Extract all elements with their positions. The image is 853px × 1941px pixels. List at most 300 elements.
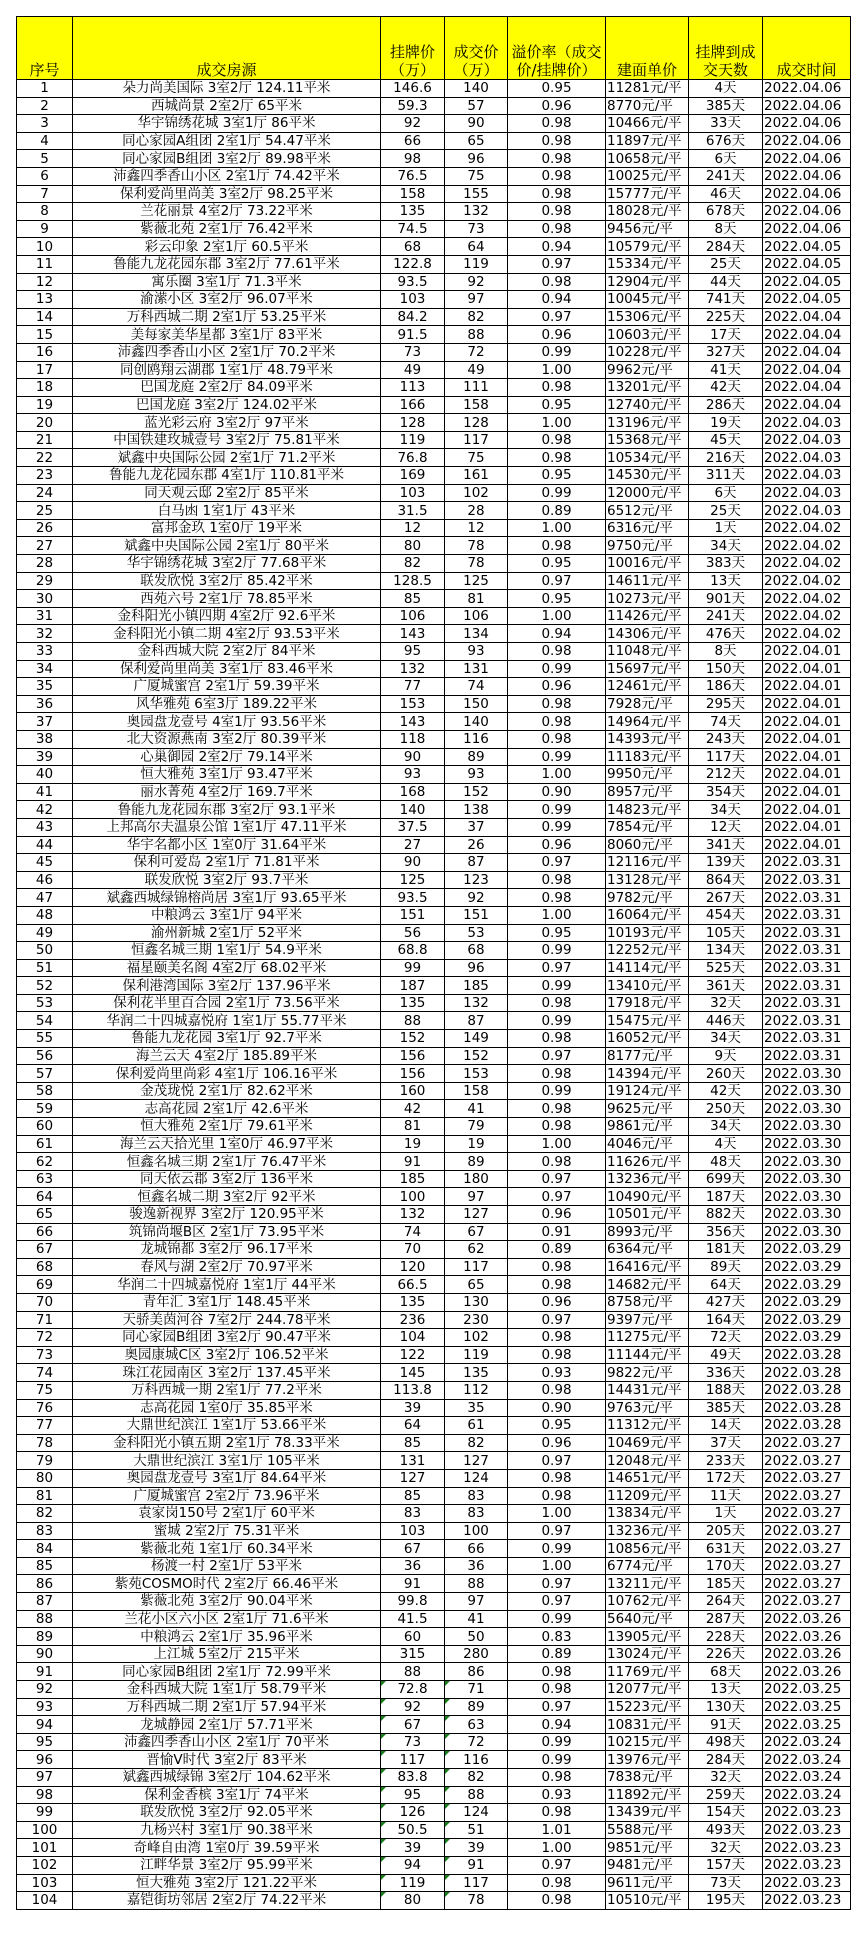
cell-list-price[interactable]: 88 xyxy=(381,1663,445,1681)
cell-unit-price[interactable]: 7838元/平 xyxy=(606,1769,689,1787)
cell-property[interactable]: 兰花丽景 4室2厅 73.22平米 xyxy=(73,203,381,221)
cell-days[interactable]: 37天 xyxy=(689,1434,763,1452)
cell-deal-price[interactable]: 90 xyxy=(445,115,508,133)
cell-list-price[interactable]: 187 xyxy=(381,977,445,995)
cell-list-price[interactable]: 185 xyxy=(381,1170,445,1188)
cell-unit-price[interactable]: 14393元/平 xyxy=(606,730,689,748)
cell-date[interactable]: 2022.04.02 xyxy=(763,572,851,590)
cell-premium-rate[interactable]: 0.94 xyxy=(508,625,606,643)
cell-days[interactable]: 356天 xyxy=(689,1223,763,1241)
cell-date[interactable]: 2022.04.04 xyxy=(763,343,851,361)
cell-days[interactable]: 181天 xyxy=(689,1241,763,1259)
cell-property[interactable]: 保利花半里百合园 2室1厅 73.56平米 xyxy=(73,994,381,1012)
cell-deal-price[interactable]: 62 xyxy=(445,1241,508,1259)
cell-list-price[interactable]: 42 xyxy=(381,1100,445,1118)
cell-days[interactable]: 41天 xyxy=(689,361,763,379)
cell-date[interactable]: 2022.04.01 xyxy=(763,766,851,784)
cell-list-price[interactable]: 126 xyxy=(381,1804,445,1822)
cell-index[interactable]: 84 xyxy=(17,1540,73,1558)
cell-days[interactable]: 170天 xyxy=(689,1557,763,1575)
cell-index[interactable]: 74 xyxy=(17,1364,73,1382)
cell-deal-price[interactable]: 78 xyxy=(445,1892,508,1910)
cell-days[interactable]: 864天 xyxy=(689,871,763,889)
cell-date[interactable]: 2022.04.06 xyxy=(763,132,851,150)
cell-days[interactable]: 6天 xyxy=(689,150,763,168)
cell-unit-price[interactable]: 11048元/平 xyxy=(606,643,689,661)
cell-premium-rate[interactable]: 0.95 xyxy=(508,555,606,573)
cell-property[interactable]: 中粮鸿云 3室1厅 94平米 xyxy=(73,906,381,924)
cell-list-price[interactable]: 74.5 xyxy=(381,220,445,238)
cell-deal-price[interactable]: 65 xyxy=(445,1276,508,1294)
cell-deal-price[interactable]: 280 xyxy=(445,1645,508,1663)
cell-list-price[interactable]: 39 xyxy=(381,1839,445,1857)
cell-property[interactable]: 华宇锦绣花城 3室1厅 86平米 xyxy=(73,115,381,133)
cell-date[interactable]: 2022.03.30 xyxy=(763,1223,851,1241)
cell-premium-rate[interactable]: 0.98 xyxy=(508,1804,606,1822)
cell-deal-price[interactable]: 125 xyxy=(445,572,508,590)
cell-date[interactable]: 2022.04.01 xyxy=(763,748,851,766)
cell-days[interactable]: 172天 xyxy=(689,1469,763,1487)
cell-list-price[interactable]: 135 xyxy=(381,994,445,1012)
cell-index[interactable]: 7 xyxy=(17,185,73,203)
cell-date[interactable]: 2022.03.23 xyxy=(763,1821,851,1839)
cell-deal-price[interactable]: 106 xyxy=(445,607,508,625)
cell-property[interactable]: 志高花园 2室1厅 42.6平米 xyxy=(73,1100,381,1118)
cell-date[interactable]: 2022.04.02 xyxy=(763,607,851,625)
cell-unit-price[interactable]: 12252元/平 xyxy=(606,942,689,960)
cell-premium-rate[interactable]: 0.95 xyxy=(508,467,606,485)
cell-premium-rate[interactable]: 0.97 xyxy=(508,1170,606,1188)
cell-unit-price[interactable]: 5640元/平 xyxy=(606,1610,689,1628)
cell-premium-rate[interactable]: 0.94 xyxy=(508,238,606,256)
cell-premium-rate[interactable]: 0.98 xyxy=(508,1681,606,1699)
cell-list-price[interactable]: 143 xyxy=(381,625,445,643)
header-deal-price[interactable]: 成交价（万） xyxy=(445,17,508,80)
cell-days[interactable]: 295天 xyxy=(689,695,763,713)
cell-property[interactable]: 中粮鸿云 2室1厅 35.96平米 xyxy=(73,1628,381,1646)
cell-property[interactable]: 广厦城蜜宫 2室2厅 73.96平米 xyxy=(73,1487,381,1505)
cell-property[interactable]: 福星颐美名阁 4室2厅 68.02平米 xyxy=(73,959,381,977)
cell-list-price[interactable]: 80 xyxy=(381,537,445,555)
cell-premium-rate[interactable]: 0.96 xyxy=(508,836,606,854)
cell-list-price[interactable]: 128 xyxy=(381,414,445,432)
cell-property[interactable]: 广厦城蜜宫 2室1厅 59.39平米 xyxy=(73,678,381,696)
cell-property[interactable]: 奥园盘龙壹号 4室1厅 93.56平米 xyxy=(73,713,381,731)
cell-deal-price[interactable]: 128 xyxy=(445,414,508,432)
cell-index[interactable]: 104 xyxy=(17,1892,73,1910)
cell-date[interactable]: 2022.04.01 xyxy=(763,801,851,819)
cell-date[interactable]: 2022.03.31 xyxy=(763,1012,851,1030)
cell-date[interactable]: 2022.04.01 xyxy=(763,730,851,748)
cell-days[interactable]: 427天 xyxy=(689,1293,763,1311)
cell-deal-price[interactable]: 132 xyxy=(445,994,508,1012)
cell-days[interactable]: 34天 xyxy=(689,1030,763,1048)
cell-unit-price[interactable]: 10193元/平 xyxy=(606,924,689,942)
cell-date[interactable]: 2022.04.02 xyxy=(763,537,851,555)
cell-unit-price[interactable]: 8993元/平 xyxy=(606,1223,689,1241)
cell-premium-rate[interactable]: 1.00 xyxy=(508,607,606,625)
cell-index[interactable]: 95 xyxy=(17,1733,73,1751)
cell-property[interactable]: 同心家园B组团 2室1厅 72.99平米 xyxy=(73,1663,381,1681)
cell-premium-rate[interactable]: 0.95 xyxy=(508,924,606,942)
cell-index[interactable]: 16 xyxy=(17,343,73,361)
cell-deal-price[interactable]: 135 xyxy=(445,1364,508,1382)
cell-list-price[interactable]: 83 xyxy=(381,1505,445,1523)
cell-deal-price[interactable]: 132 xyxy=(445,203,508,221)
cell-days[interactable]: 8天 xyxy=(689,643,763,661)
cell-property[interactable]: 同心家园B组团 3室2厅 89.98平米 xyxy=(73,150,381,168)
cell-index[interactable]: 49 xyxy=(17,924,73,942)
cell-deal-price[interactable]: 152 xyxy=(445,783,508,801)
cell-deal-price[interactable]: 89 xyxy=(445,1153,508,1171)
cell-deal-price[interactable]: 89 xyxy=(445,748,508,766)
cell-days[interactable]: 46天 xyxy=(689,185,763,203)
cell-date[interactable]: 2022.03.29 xyxy=(763,1258,851,1276)
cell-unit-price[interactable]: 9950元/平 xyxy=(606,766,689,784)
cell-index[interactable]: 66 xyxy=(17,1223,73,1241)
cell-days[interactable]: 385天 xyxy=(689,1399,763,1417)
cell-property[interactable]: 丽水菁苑 4室2厅 169.7平米 xyxy=(73,783,381,801)
cell-date[interactable]: 2022.03.31 xyxy=(763,994,851,1012)
cell-index[interactable]: 20 xyxy=(17,414,73,432)
cell-unit-price[interactable]: 8758元/平 xyxy=(606,1293,689,1311)
cell-unit-price[interactable]: 18028元/平 xyxy=(606,203,689,221)
cell-premium-rate[interactable]: 0.98 xyxy=(508,273,606,291)
cell-index[interactable]: 29 xyxy=(17,572,73,590)
cell-days[interactable]: 8天 xyxy=(689,220,763,238)
cell-property[interactable]: 心巢御园 2室2厅 79.14平米 xyxy=(73,748,381,766)
cell-index[interactable]: 80 xyxy=(17,1469,73,1487)
cell-property[interactable]: 春风与湖 2室2厅 70.97平米 xyxy=(73,1258,381,1276)
cell-days[interactable]: 250天 xyxy=(689,1100,763,1118)
cell-deal-price[interactable]: 140 xyxy=(445,713,508,731)
cell-deal-price[interactable]: 131 xyxy=(445,660,508,678)
cell-deal-price[interactable]: 86 xyxy=(445,1663,508,1681)
cell-unit-price[interactable]: 9822元/平 xyxy=(606,1364,689,1382)
cell-days[interactable]: 631天 xyxy=(689,1540,763,1558)
cell-deal-price[interactable]: 53 xyxy=(445,924,508,942)
cell-property[interactable]: 龙城静园 2室1厅 57.71平米 xyxy=(73,1716,381,1734)
cell-date[interactable]: 2022.03.31 xyxy=(763,906,851,924)
cell-premium-rate[interactable]: 0.98 xyxy=(508,167,606,185)
cell-property[interactable]: 九杨兴村 3室1厅 90.38平米 xyxy=(73,1821,381,1839)
cell-property[interactable]: 金科阳光小镇二期 4室2厅 93.53平米 xyxy=(73,625,381,643)
cell-days[interactable]: 9天 xyxy=(689,1047,763,1065)
cell-deal-price[interactable]: 88 xyxy=(445,326,508,344)
cell-property[interactable]: 华润二十四城嘉悦府 1室1厅 44平米 xyxy=(73,1276,381,1294)
cell-premium-rate[interactable]: 0.99 xyxy=(508,801,606,819)
cell-property[interactable]: 金科西城大院 2室2厅 84平米 xyxy=(73,643,381,661)
cell-index[interactable]: 86 xyxy=(17,1575,73,1593)
cell-property[interactable]: 沛鑫四季香山小区 2室1厅 74.42平米 xyxy=(73,167,381,185)
cell-deal-price[interactable]: 158 xyxy=(445,1082,508,1100)
cell-list-price[interactable]: 66 xyxy=(381,132,445,150)
cell-list-price[interactable]: 168 xyxy=(381,783,445,801)
cell-unit-price[interactable]: 11426元/平 xyxy=(606,607,689,625)
cell-index[interactable]: 93 xyxy=(17,1698,73,1716)
cell-property[interactable]: 紫苑COSMO时代 2室2厅 66.46平米 xyxy=(73,1575,381,1593)
cell-index[interactable]: 97 xyxy=(17,1769,73,1787)
cell-list-price[interactable]: 93 xyxy=(381,766,445,784)
cell-deal-price[interactable]: 82 xyxy=(445,1434,508,1452)
cell-date[interactable]: 2022.03.26 xyxy=(763,1645,851,1663)
cell-deal-price[interactable]: 152 xyxy=(445,1047,508,1065)
cell-date[interactable]: 2022.04.02 xyxy=(763,555,851,573)
cell-list-price[interactable]: 100 xyxy=(381,1188,445,1206)
cell-premium-rate[interactable]: 0.98 xyxy=(508,871,606,889)
cell-days[interactable]: 68天 xyxy=(689,1663,763,1681)
header-days-on-market[interactable]: 挂牌到成交天数 xyxy=(689,17,763,80)
cell-property[interactable]: 龙城锦都 3室2厅 96.17平米 xyxy=(73,1241,381,1259)
cell-premium-rate[interactable]: 0.93 xyxy=(508,1364,606,1382)
cell-property[interactable]: 联发欣悦 3室2厅 93.7平米 xyxy=(73,871,381,889)
cell-property[interactable]: 恒鑫名城三期 2室1厅 76.47平米 xyxy=(73,1153,381,1171)
cell-date[interactable]: 2022.03.27 xyxy=(763,1434,851,1452)
cell-deal-price[interactable]: 41 xyxy=(445,1100,508,1118)
cell-property[interactable]: 沛鑫四季香山小区 2室1厅 70平米 xyxy=(73,1733,381,1751)
cell-index[interactable]: 10 xyxy=(17,238,73,256)
cell-index[interactable]: 3 xyxy=(17,115,73,133)
cell-list-price[interactable]: 95 xyxy=(381,643,445,661)
cell-days[interactable]: 284天 xyxy=(689,238,763,256)
cell-days[interactable]: 11天 xyxy=(689,1487,763,1505)
cell-days[interactable]: 498天 xyxy=(689,1733,763,1751)
cell-date[interactable]: 2022.04.06 xyxy=(763,220,851,238)
cell-date[interactable]: 2022.04.06 xyxy=(763,97,851,115)
cell-deal-price[interactable]: 28 xyxy=(445,502,508,520)
cell-unit-price[interactable]: 12461元/平 xyxy=(606,678,689,696)
cell-index[interactable]: 63 xyxy=(17,1170,73,1188)
cell-date[interactable]: 2022.03.30 xyxy=(763,1153,851,1171)
cell-premium-rate[interactable]: 0.96 xyxy=(508,1434,606,1452)
cell-days[interactable]: 42天 xyxy=(689,1082,763,1100)
cell-unit-price[interactable]: 11892元/平 xyxy=(606,1786,689,1804)
cell-index[interactable]: 54 xyxy=(17,1012,73,1030)
cell-property[interactable]: 紫薇北苑 3室2厅 90.04平米 xyxy=(73,1593,381,1611)
cell-index[interactable]: 25 xyxy=(17,502,73,520)
cell-unit-price[interactable]: 14530元/平 xyxy=(606,467,689,485)
cell-property[interactable]: 华润二十四城嘉悦府 1室1厅 55.77平米 xyxy=(73,1012,381,1030)
cell-days[interactable]: 678天 xyxy=(689,203,763,221)
cell-date[interactable]: 2022.03.31 xyxy=(763,959,851,977)
cell-premium-rate[interactable]: 0.97 xyxy=(508,1452,606,1470)
cell-list-price[interactable]: 166 xyxy=(381,396,445,414)
cell-date[interactable]: 2022.03.28 xyxy=(763,1364,851,1382)
cell-deal-price[interactable]: 93 xyxy=(445,766,508,784)
cell-premium-rate[interactable]: 0.98 xyxy=(508,1663,606,1681)
cell-date[interactable]: 2022.03.27 xyxy=(763,1575,851,1593)
cell-premium-rate[interactable]: 1.00 xyxy=(508,766,606,784)
cell-property[interactable]: 保利爱尚里尚美 3室2厅 98.25平米 xyxy=(73,185,381,203)
cell-days[interactable]: 212天 xyxy=(689,766,763,784)
cell-property[interactable]: 江畔华景 3室2厅 95.99平米 xyxy=(73,1856,381,1874)
cell-days[interactable]: 383天 xyxy=(689,555,763,573)
cell-premium-rate[interactable]: 0.98 xyxy=(508,132,606,150)
cell-premium-rate[interactable]: 0.94 xyxy=(508,1716,606,1734)
cell-date[interactable]: 2022.03.23 xyxy=(763,1856,851,1874)
cell-date[interactable]: 2022.03.25 xyxy=(763,1698,851,1716)
cell-deal-price[interactable]: 72 xyxy=(445,1733,508,1751)
header-property[interactable]: 成交房源 xyxy=(73,17,381,80)
cell-unit-price[interactable]: 13834元/平 xyxy=(606,1505,689,1523)
cell-days[interactable]: 134天 xyxy=(689,942,763,960)
cell-date[interactable]: 2022.04.05 xyxy=(763,291,851,309)
cell-index[interactable]: 59 xyxy=(17,1100,73,1118)
cell-deal-price[interactable]: 87 xyxy=(445,1012,508,1030)
cell-list-price[interactable]: 83.8 xyxy=(381,1769,445,1787)
cell-premium-rate[interactable]: 0.97 xyxy=(508,1311,606,1329)
cell-premium-rate[interactable]: 0.98 xyxy=(508,203,606,221)
cell-days[interactable]: 19天 xyxy=(689,414,763,432)
cell-date[interactable]: 2022.04.03 xyxy=(763,467,851,485)
cell-days[interactable]: 233天 xyxy=(689,1452,763,1470)
cell-list-price[interactable]: 128.5 xyxy=(381,572,445,590)
cell-deal-price[interactable]: 96 xyxy=(445,150,508,168)
cell-days[interactable]: 241天 xyxy=(689,167,763,185)
cell-unit-price[interactable]: 10045元/平 xyxy=(606,291,689,309)
cell-premium-rate[interactable]: 0.96 xyxy=(508,1293,606,1311)
cell-list-price[interactable]: 152 xyxy=(381,1030,445,1048)
cell-date[interactable]: 2022.04.03 xyxy=(763,502,851,520)
cell-unit-price[interactable]: 14114元/平 xyxy=(606,959,689,977)
cell-deal-price[interactable]: 97 xyxy=(445,1188,508,1206)
cell-premium-rate[interactable]: 0.97 xyxy=(508,854,606,872)
cell-unit-price[interactable]: 14394元/平 xyxy=(606,1065,689,1083)
cell-premium-rate[interactable]: 0.97 xyxy=(508,1047,606,1065)
cell-deal-price[interactable]: 140 xyxy=(445,80,508,98)
cell-premium-rate[interactable]: 0.98 xyxy=(508,1381,606,1399)
cell-index[interactable]: 99 xyxy=(17,1804,73,1822)
cell-property[interactable]: 彩云印象 2室1厅 60.5平米 xyxy=(73,238,381,256)
cell-date[interactable]: 2022.04.04 xyxy=(763,396,851,414)
cell-days[interactable]: 164天 xyxy=(689,1311,763,1329)
cell-deal-price[interactable]: 37 xyxy=(445,818,508,836)
cell-deal-price[interactable]: 78 xyxy=(445,555,508,573)
cell-days[interactable]: 446天 xyxy=(689,1012,763,1030)
cell-property[interactable]: 鲁能九龙花园东郡 4室1厅 110.81平米 xyxy=(73,467,381,485)
cell-date[interactable]: 2022.04.04 xyxy=(763,379,851,397)
cell-date[interactable]: 2022.03.26 xyxy=(763,1610,851,1628)
cell-days[interactable]: 361天 xyxy=(689,977,763,995)
cell-date[interactable]: 2022.03.27 xyxy=(763,1540,851,1558)
cell-days[interactable]: 267天 xyxy=(689,889,763,907)
cell-deal-price[interactable]: 64 xyxy=(445,238,508,256)
cell-premium-rate[interactable]: 0.95 xyxy=(508,80,606,98)
cell-date[interactable]: 2022.04.02 xyxy=(763,625,851,643)
cell-index[interactable]: 57 xyxy=(17,1065,73,1083)
cell-date[interactable]: 2022.03.28 xyxy=(763,1417,851,1435)
cell-unit-price[interactable]: 10658元/平 xyxy=(606,150,689,168)
cell-list-price[interactable]: 158 xyxy=(381,185,445,203)
cell-unit-price[interactable]: 13024元/平 xyxy=(606,1645,689,1663)
cell-index[interactable]: 85 xyxy=(17,1557,73,1575)
cell-date[interactable]: 2022.03.30 xyxy=(763,1065,851,1083)
cell-index[interactable]: 19 xyxy=(17,396,73,414)
cell-days[interactable]: 44天 xyxy=(689,273,763,291)
cell-property[interactable]: 蜜城 2室2厅 75.31平米 xyxy=(73,1522,381,1540)
cell-property[interactable]: 华宇锦绣花城 3室2厅 77.68平米 xyxy=(73,555,381,573)
cell-premium-rate[interactable]: 0.98 xyxy=(508,185,606,203)
cell-days[interactable]: 226天 xyxy=(689,1645,763,1663)
cell-property[interactable]: 斌鑫中央国际公园 2室1厅 71.2平米 xyxy=(73,449,381,467)
cell-days[interactable]: 676天 xyxy=(689,132,763,150)
cell-property[interactable]: 西城尚景 2室2厅 65平米 xyxy=(73,97,381,115)
cell-deal-price[interactable]: 57 xyxy=(445,97,508,115)
cell-property[interactable]: 华宇名都小区 1室0厅 31.64平米 xyxy=(73,836,381,854)
cell-list-price[interactable]: 125 xyxy=(381,871,445,889)
cell-date[interactable]: 2022.03.27 xyxy=(763,1522,851,1540)
cell-date[interactable]: 2022.03.26 xyxy=(763,1663,851,1681)
cell-deal-price[interactable]: 124 xyxy=(445,1469,508,1487)
cell-days[interactable]: 154天 xyxy=(689,1804,763,1822)
cell-deal-price[interactable]: 36 xyxy=(445,1557,508,1575)
cell-date[interactable]: 2022.03.30 xyxy=(763,1170,851,1188)
cell-days[interactable]: 17天 xyxy=(689,326,763,344)
cell-unit-price[interactable]: 13976元/平 xyxy=(606,1751,689,1769)
cell-unit-price[interactable]: 13439元/平 xyxy=(606,1804,689,1822)
cell-property[interactable]: 同心家园A组团 2室1厅 54.47平米 xyxy=(73,132,381,150)
cell-days[interactable]: 1天 xyxy=(689,519,763,537)
cell-date[interactable]: 2022.03.26 xyxy=(763,1628,851,1646)
cell-property[interactable]: 大鼎世纪滨江 3室1厅 105平米 xyxy=(73,1452,381,1470)
cell-list-price[interactable]: 122.8 xyxy=(381,255,445,273)
cell-date[interactable]: 2022.04.02 xyxy=(763,519,851,537)
cell-deal-price[interactable]: 155 xyxy=(445,185,508,203)
cell-premium-rate[interactable]: 0.97 xyxy=(508,1593,606,1611)
cell-date[interactable]: 2022.04.06 xyxy=(763,203,851,221)
cell-property[interactable]: 寓乐圈 3室1厅 71.3平米 xyxy=(73,273,381,291)
cell-deal-price[interactable]: 117 xyxy=(445,1258,508,1276)
cell-premium-rate[interactable]: 0.95 xyxy=(508,396,606,414)
cell-date[interactable]: 2022.04.03 xyxy=(763,449,851,467)
cell-index[interactable]: 5 xyxy=(17,150,73,168)
cell-index[interactable]: 39 xyxy=(17,748,73,766)
cell-date[interactable]: 2022.04.05 xyxy=(763,238,851,256)
cell-premium-rate[interactable]: 0.99 xyxy=(508,977,606,995)
cell-deal-price[interactable]: 83 xyxy=(445,1505,508,1523)
cell-date[interactable]: 2022.04.02 xyxy=(763,590,851,608)
cell-days[interactable]: 354天 xyxy=(689,783,763,801)
cell-index[interactable]: 14 xyxy=(17,308,73,326)
cell-date[interactable]: 2022.04.06 xyxy=(763,167,851,185)
cell-deal-price[interactable]: 102 xyxy=(445,1329,508,1347)
cell-property[interactable]: 风华雅苑 6室3厅 189.22平米 xyxy=(73,695,381,713)
cell-list-price[interactable]: 80 xyxy=(381,1892,445,1910)
cell-date[interactable]: 2022.03.29 xyxy=(763,1329,851,1347)
cell-premium-rate[interactable]: 0.98 xyxy=(508,1346,606,1364)
cell-date[interactable]: 2022.04.05 xyxy=(763,255,851,273)
cell-unit-price[interactable]: 12000元/平 xyxy=(606,484,689,502)
cell-deal-price[interactable]: 81 xyxy=(445,590,508,608)
cell-days[interactable]: 186天 xyxy=(689,678,763,696)
cell-days[interactable]: 264天 xyxy=(689,1593,763,1611)
cell-date[interactable]: 2022.03.23 xyxy=(763,1804,851,1822)
cell-unit-price[interactable]: 10603元/平 xyxy=(606,326,689,344)
cell-unit-price[interactable]: 14823元/平 xyxy=(606,801,689,819)
cell-unit-price[interactable]: 15368元/平 xyxy=(606,431,689,449)
cell-unit-price[interactable]: 10510元/平 xyxy=(606,1892,689,1910)
cell-index[interactable]: 78 xyxy=(17,1434,73,1452)
cell-unit-price[interactable]: 14651元/平 xyxy=(606,1469,689,1487)
cell-unit-price[interactable]: 10025元/平 xyxy=(606,167,689,185)
cell-deal-price[interactable]: 49 xyxy=(445,361,508,379)
cell-days[interactable]: 34天 xyxy=(689,1118,763,1136)
cell-deal-price[interactable]: 127 xyxy=(445,1452,508,1470)
cell-index[interactable]: 35 xyxy=(17,678,73,696)
cell-list-price[interactable]: 119 xyxy=(381,431,445,449)
cell-unit-price[interactable]: 6364元/平 xyxy=(606,1241,689,1259)
cell-list-price[interactable]: 91.5 xyxy=(381,326,445,344)
